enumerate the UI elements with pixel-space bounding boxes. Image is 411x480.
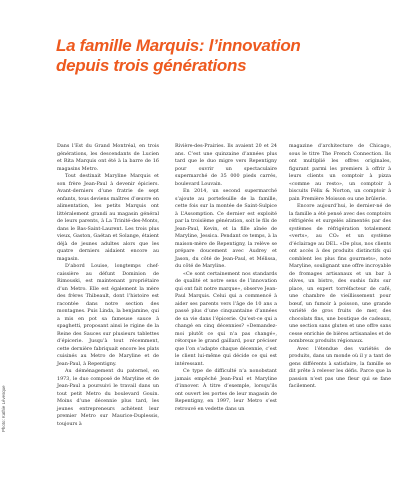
paragraph: Ce type de difficulté n’a nonobstant jamais empêché Jean-Paul et Maryline d’innover. À titre d’exemple, lorsqu’ils ont ouvert les portes de leur magasin de Repentigny, en 1997, leur Metro s’est retrouvé en vedette dans un: [175, 368, 277, 412]
paragraph: En 2014, un second supermarché s’ajoute au portefeuille de la famille, cette fois sur la montée de Saint-Sulpice à L’Assomption. Ce dernier est exploité par la troisième génération, soit le fils de Jean-Paul, Kevin, et la fille aînée de Maryline, Jessica. Pendant ce temps, à la maison-mère de Repentigny, la relève se prépare doucement avec Audrey et Jason, du côté de Jean-Paul, et Mélissa, du côté de Maryline.: [175, 188, 277, 269]
text-column-1: [57, 143, 159, 428]
photo-credit: Photo: Kathie Lévesque: [1, 385, 6, 432]
headline-line-2: depuis trois générations: [56, 56, 247, 75]
paragraph: Avec l’étendue des variétés de produits, dans un monde où il y a tant de gens différents à satisfaire, la famille se dit prête à relever les défis. Parce que la passion n’est pas une fleur qui se fane facilement.: [289, 345, 391, 389]
text-column-3: [289, 143, 391, 391]
article-body: [0, 143, 411, 473]
paragraph: Au déménagement du paternel, en 1973, le duo composé de Maryline et de Jean-Paul a poursuivi le travail dans un tout petit Metro du boulevard Gouin. Moins d’une décennie plus tard, les jeunes entrepreneurs achètent leur premier Metro sur Maurice-Duplessis, toujours à: [57, 368, 159, 427]
paragraph: Encore aujourd’hui, le dernier-né de la famille a été pensé avec des comptoirs réfrigérés et surgelés alimentés par des systèmes de réfrigération totalement «verts», au CO₂ et un système d’éclairage au DEL. «De plus, nos clients ont accès à des produits distinctifs qui comblent les plus fins gourmets», note Maryline, soulignant une offre incroyable de fromages artisanaux et un bar à olives, un bistro, des sushis faits sur place, un expert torréfacteur de café, une chambre de vieillissement pour bœuf, un fumoir à poisson, une grande variété de gros fruits de mer, des chocolats fins, une boutique de cadeaux, une section sans gluten et une offre sans cesse enrichie de bières artisanales et de nombreux produits régionaux.: [289, 203, 391, 344]
paragraph: Rivière-des-Prairies. Ils avaient 20 et 24 ans. C’est une quinzaine d’années plus tard que le duo migre vers Repentigny pour ouvrir un spectaculaire supermarché de 35 000 pieds carrés, boulevard Louvain.: [175, 143, 277, 187]
headline-line-1: La famille Marquis: l’innovation: [56, 36, 301, 55]
text-column-2: [175, 143, 277, 413]
article-headline: [56, 36, 396, 76]
paragraph: magazine d’architecture de Chicago, sous le titre The French Connection. Ils ont multiplié les offres originales, figurant parmi les premiers à offrir à leurs clients un comptoir à pizza «comme au resto», un comptoir à biscuits Félix & Norton, un comptoir à pain Première Moisson ou une brûlerie.: [289, 143, 391, 202]
paragraph: D’abord Louise, longtemps chef-caissière au défunt Dominion de Rimouski, est maintenant propriétaire d’un Metro. Elle est également la mère des frères Thibeault, dont l’histoire est racontée dans notre section des montagnes. Puis Linda, la benjamine, qui a mis en pot sa fameuse sauce à spaghetti, proposant ainsi le rigine de la Reine des Sauces sur plusieurs tablettes d’épicerie. Jusqu’à tout récemment, cette dernière fabriquait encore les plats cuisinés au Metro de Maryline et de Jean-Paul, à Repentigny.: [57, 263, 159, 367]
paragraph: Tout destinait Maryline Marquis et son frère Jean-Paul à devenir épiciers. Avant-derniers d’une fratrie de sept enfants, tous deviens maîtres d’œuvre en alimentation, les petits Marquis ont littéralement grandi au magasin général de leurs parents, à La Trinité-des-Monts, dans le Bas-Saint-Laurent. Les trois plus vieux, Gaston, Gaétan et Solange, étaient déjà de jeunes adultes alors que les quatre derniers aidaient encore au magasin.: [57, 173, 159, 262]
paragraph: Dans l’Est du Grand Montréal, en trois générations, les descendants de Lucien et Rita Marquis ont été à la barre de 16 magasins Metro.: [57, 143, 159, 172]
paragraph: «Ce sont certainement nos standards de qualité et notre sens de l’innovation qui ont fait notre marque», observe Jean-Paul Marquis. Celui qui a commencé à aider ses parents vers l’âge de 10 ans a passé plus d’une cinquantaine d’années de sa vie dans l’épicerie. Qu’est-ce qui a changé en cinq décennies? «Demandez-moi plutôt ce qui n’a pas changé», rétorque le grand gaillard, pour préciser que l’on s’adapte chaque décennie, c’est le client lui-même qui décide ce qui est intéressant.: [175, 270, 277, 367]
